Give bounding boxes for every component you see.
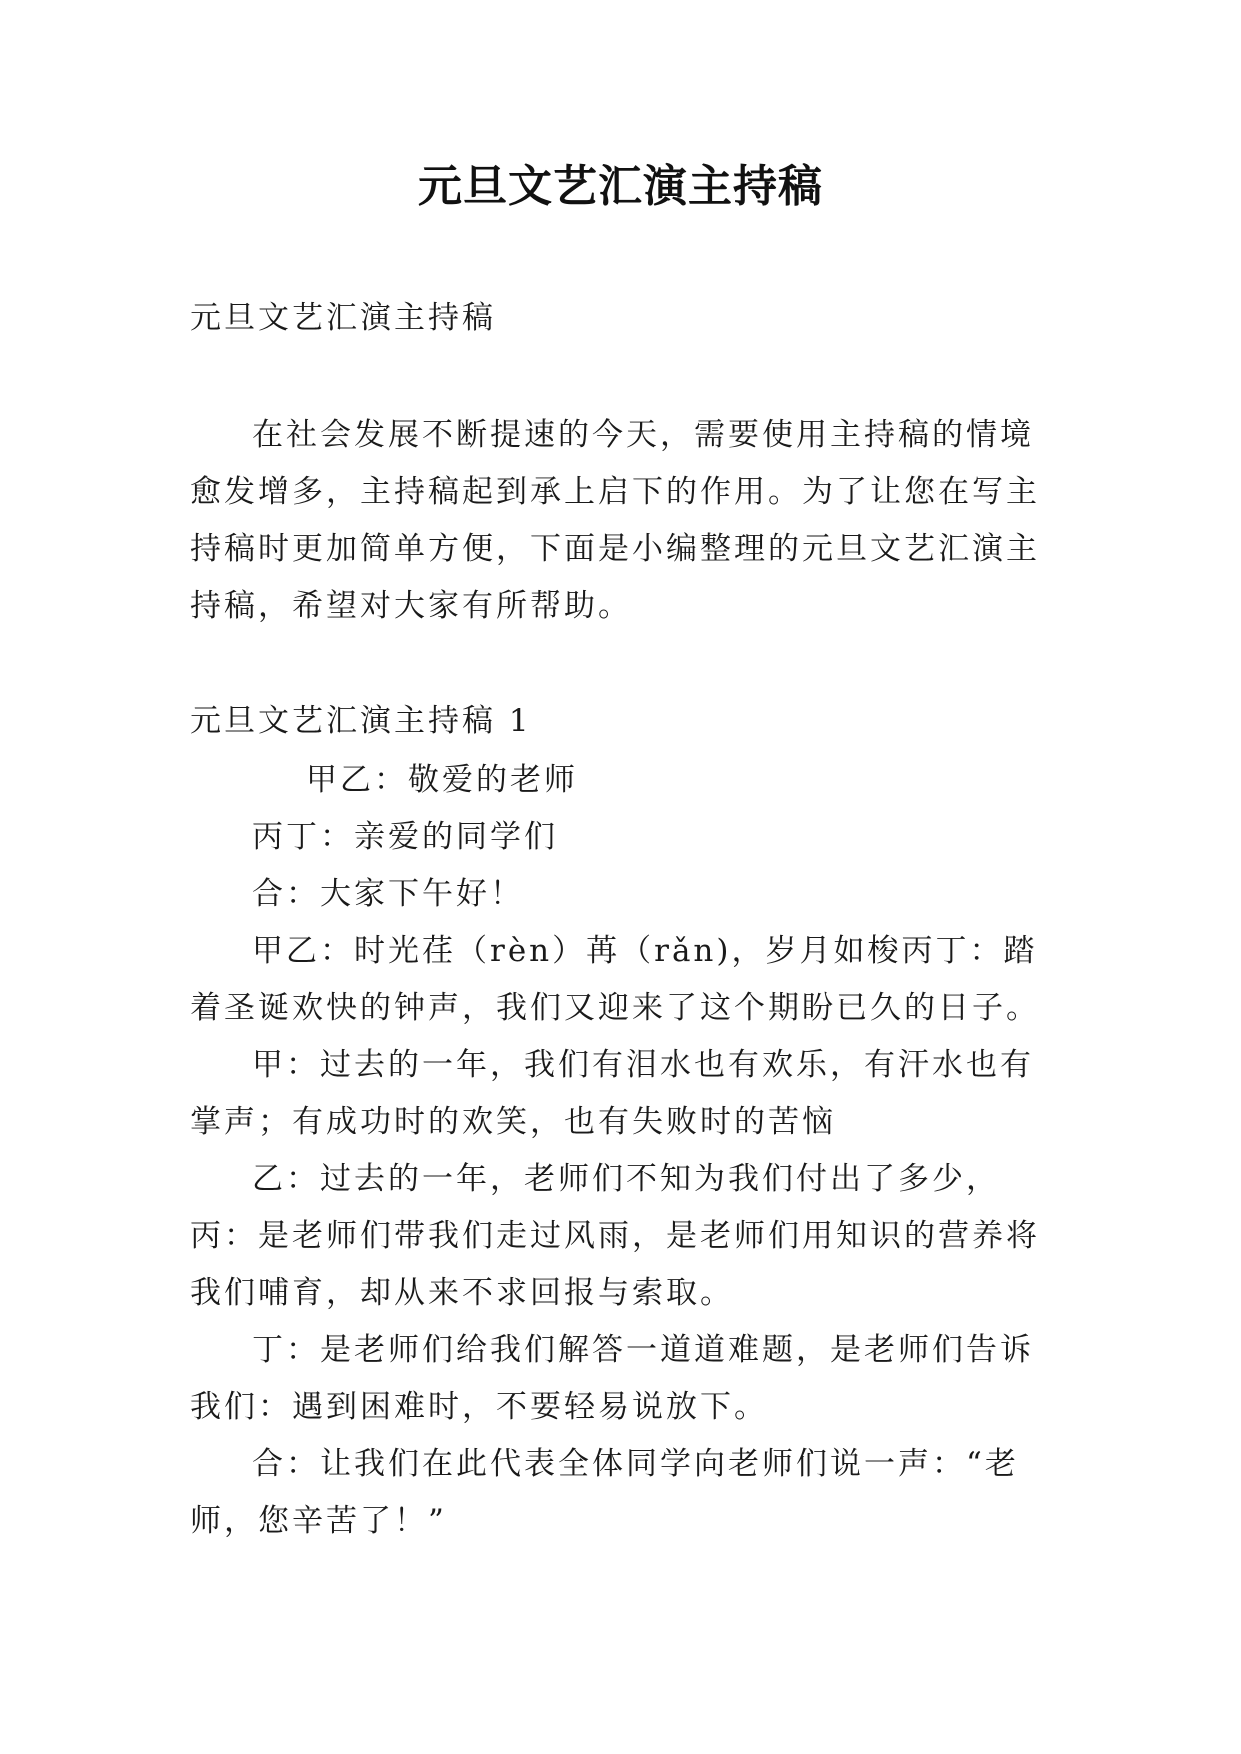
script-line-teachers-guidance: 丁：是老师们给我们解答一道道难题，是老师们告诉我们：遇到困难时，不要轻易说放下。	[190, 1332, 1034, 1425]
section-title: 元旦文艺汇演主持稿 1	[190, 703, 532, 739]
script-line-greeting-students: 丙丁：亲爱的同学们	[252, 819, 558, 855]
script-line-greeting-teachers: 甲乙：敬爱的老师	[306, 762, 578, 798]
script-line-greeting-all: 合：大家下午好！	[252, 876, 524, 912]
document-subtitle: 元旦文艺汇演主持稿	[190, 300, 496, 336]
script-line-teachers-effort: 乙：过去的一年，老师们不知为我们付出了多少，丙：是老师们带我们走过风雨，是老师们用知识的营养将我们哺育，却从来不求回报与索取。	[190, 1161, 1040, 1311]
intro-paragraph: 在社会发展不断提速的今天，需要使用主持稿的情境愈发增多，主持稿起到承上启下的作用。为了让您在写主持稿时更加简单方便，下面是小编整理的元旦文艺汇演主持稿，希望对大家有所帮助。	[190, 417, 1040, 624]
script-line-past-year: 甲：过去的一年，我们有泪水也有欢乐，有汗水也有掌声；有成功时的欢笑，也有失败时的苦恼	[190, 1047, 1034, 1140]
script-line-thanks: 合：让我们在此代表全体同学向老师们说一声：“老师，您辛苦了！”	[190, 1446, 1019, 1539]
document-title: 元旦文艺汇演主持稿	[418, 161, 823, 212]
script-line-time-flies: 甲乙：时光荏（rèn）苒（rǎn)，岁月如梭丙丁：踏着圣诞欢快的钟声，我们又迎来了这个期盼已久的日子。	[190, 933, 1040, 1026]
document-body	[190, 290, 1060, 1550]
